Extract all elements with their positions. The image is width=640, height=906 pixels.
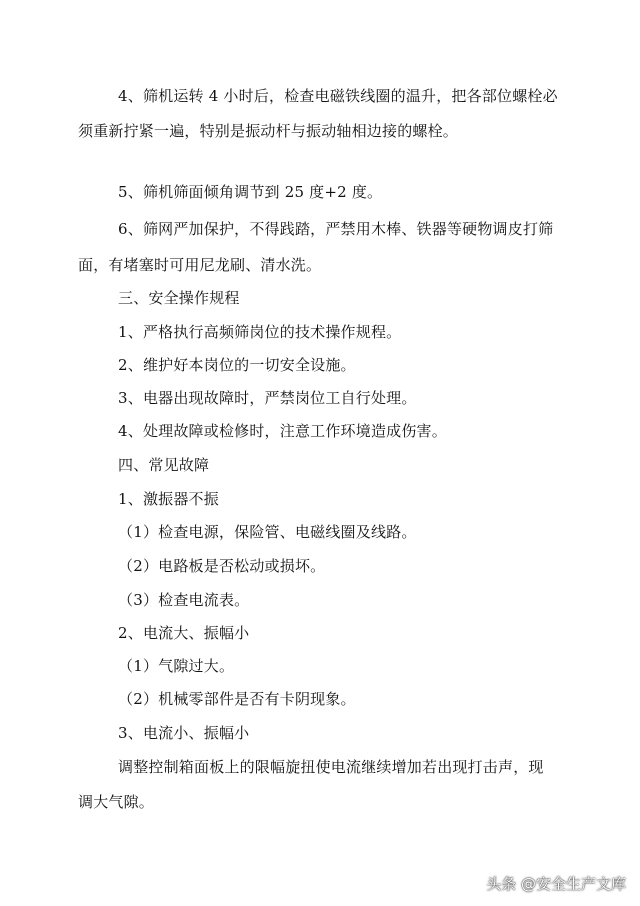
paragraph-line: 须重新拧紧一遍，特别是振动杆与振动轴相边接的螺栓。 [78, 122, 459, 140]
paragraph-line: （1）检查电源，保险管、电磁线圈及线路。 [118, 523, 417, 541]
paragraph-line: （2）电路板是否松动或损坏。 [118, 557, 326, 575]
paragraph-line: 4、筛机运转 4 小时后，检查电磁铁线圈的温升，把各部位螺栓必 [118, 87, 558, 105]
paragraph-line: 2、维护好本岗位的一切安全设施。 [118, 356, 356, 374]
watermark-label: 头条 @安全生产文库 [486, 875, 626, 893]
paragraph-line: 1、激振器不振 [118, 490, 219, 508]
paragraph-line: 4、处理故障或检修时，注意工作环境造成伤害。 [118, 422, 447, 440]
section-heading: 三、安全操作规程 [118, 289, 240, 307]
paragraph-line: （1）气隙过大。 [118, 657, 235, 675]
paragraph-line: 面，有堵塞时可用尼龙刷、清水洗。 [78, 256, 322, 274]
paragraph-line: 3、电器出现故障时，严禁岗位工自行处理。 [118, 389, 417, 407]
paragraph-line: （3）检查电流表。 [118, 591, 250, 609]
paragraph-line: 2、电流大、振幅小 [118, 624, 250, 642]
section-heading: 四、常见故障 [118, 456, 210, 474]
paragraph-line: 6、筛网严加保护，不得践踏，严禁用木棒、铁器等硬物调皮打筛 [118, 220, 554, 238]
paragraph-line: 5、筛机筛面倾角调节到 25 度+2 度。 [118, 183, 383, 201]
paragraph-line: 调整控制箱面板上的限幅旋扭使电流继续增加若出现打击声，现 [118, 758, 544, 776]
paragraph-line: （2）机械零部件是否有卡阴现象。 [118, 690, 356, 708]
paragraph-line: 1、严格执行高频筛岗位的技术操作规程。 [118, 323, 402, 341]
paragraph-line: 调大气隙。 [78, 793, 155, 811]
paragraph-line: 3、电流小、振幅小 [118, 724, 250, 742]
